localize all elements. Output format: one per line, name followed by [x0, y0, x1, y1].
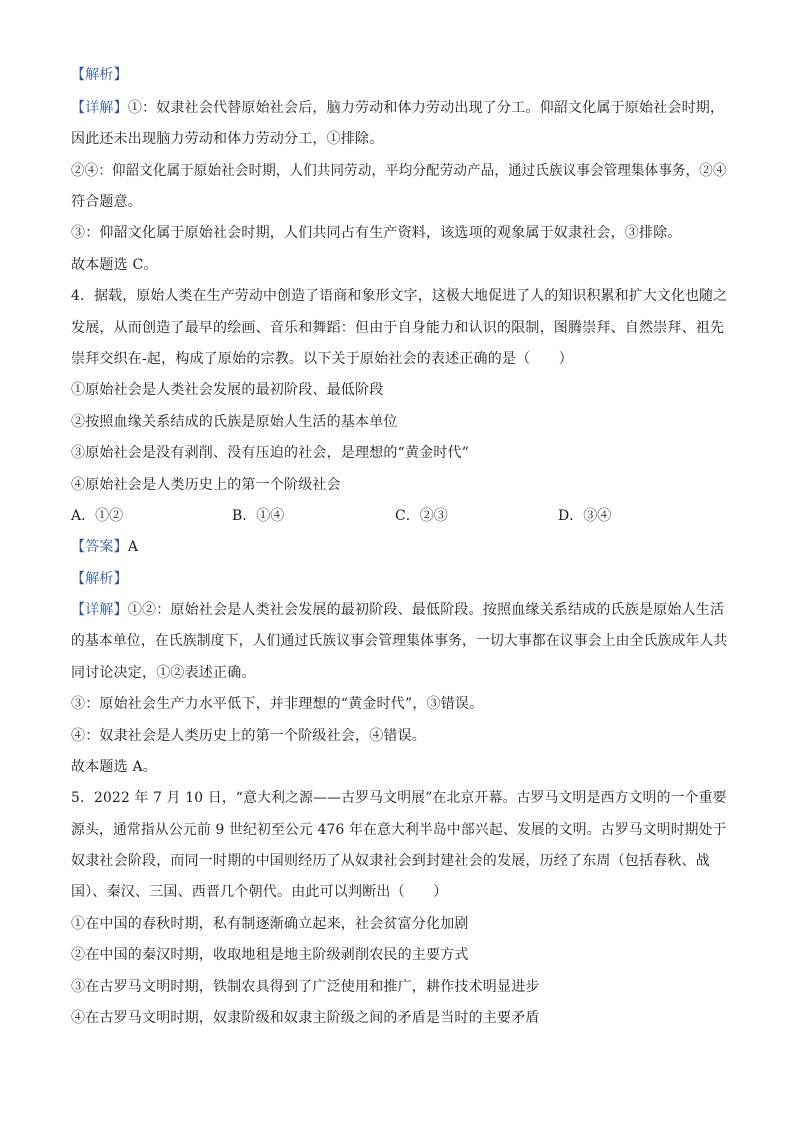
conclusion: 故本题选 A。	[71, 759, 157, 775]
question-stem: 奴隶社会阶段，而同一时期的中国则经历了从奴隶社会到封建社会的发展，历经了东周（包括春秋、战	[71, 853, 710, 869]
conclusion: 故本题选 C。	[71, 257, 158, 273]
statement: ④在古罗马文明时期，奴隶阶级和奴隶主阶级之间的矛盾是当时的主要矛盾	[71, 1010, 540, 1026]
option-a: A．①②	[71, 508, 124, 524]
question-stem: 崇拜交织在-起，构成了原始的宗教。以下关于原始社会的表述正确的是（ ）	[71, 351, 573, 367]
statement: ③原始社会是没有剥削、没有压迫的社会，是理想的“黄金时代”	[71, 445, 470, 461]
question-stem: 5．2022 年 7 月 10 日，“意大利之源——古罗马文明展”在北京开幕。古罗马文明是西方文明的一个重要	[71, 790, 727, 806]
explanation-line: ③：原始社会生产力水平低下，并非理想的“黄金时代”，③错误。	[71, 696, 484, 712]
detail-text: ①②：原始社会是人类社会发展的最初阶段、最低阶段。按照血缘关系结成的氏族是原始人生活	[127, 602, 725, 618]
detail-text: 的基本单位，在氏族制度下，人们通过氏族议事会管理集体事务，一切大事都在议事会上由全氏族成年人共	[71, 633, 728, 649]
analysis-tag: 【解析】	[71, 67, 128, 83]
statement: ①原始社会是人类社会发展的最初阶段、最低阶段	[71, 382, 384, 398]
option-c: C．②③	[395, 508, 448, 524]
question-stem: 国）、秦汉、三国、西晋几个朝代。由此可以判断出（ ）	[71, 884, 448, 900]
option-d: D．③④	[558, 508, 612, 524]
explanation-line: 符合题意。	[71, 194, 142, 210]
detail-text: 因此还未出现脑力劳动和体力劳动分工，①排除。	[71, 131, 384, 147]
explanation-line: ④：奴隶社会是人类历史上的第一个阶级社会，④错误。	[71, 728, 426, 744]
detail-tag: 【详解】	[71, 602, 128, 618]
detail-text: 同讨论决定，①②表述正确。	[71, 665, 256, 681]
analysis-tag: 【解析】	[71, 571, 128, 587]
statement: ①在中国的春秋时期，私有制逐渐确立起来，社会贫富分化加剧	[71, 916, 469, 932]
question-stem: 源头，通常指从公元前 9 世纪初至公元 476 年在意大利半岛中部兴起、发展的文明。古罗马文明时期处于	[71, 822, 727, 838]
answer-line	[71, 537, 138, 557]
option-b: B．①④	[232, 508, 285, 524]
detail-line	[71, 600, 724, 620]
statement: ④原始社会是人类历史上的第一个阶级社会	[71, 477, 341, 493]
question-stem: 4．据载，原始人类在生产劳动中创造了语商和象形文字，这极大地促进了人的知识积累和扩大文化也随之	[71, 288, 728, 304]
answer-tag: 【答案】	[71, 539, 128, 555]
statement: ②按照血缘关系结成的氏族是原始人生活的基本单位	[71, 414, 398, 430]
explanation-line: ③：仰韶文化属于原始社会时期，人们共同占有生产资料，该选项的观象属于奴隶社会，③排除。	[71, 225, 682, 241]
question-stem: 发展，从而创造了最早的绘画、音乐和舞蹈：但由于自身能力和认识的限制，图腾崇拜、自然崇拜、祖先	[71, 320, 725, 336]
detail-line	[71, 98, 724, 118]
statement: ③在古罗马文明时期，铁制农具得到了广泛使用和推广，耕作技术明显进步	[71, 979, 540, 995]
detail-text: ①：奴隶社会代替原始社会后，脑力劳动和体力劳动出现了分工。仰韶文化属于原始社会时期，	[127, 100, 725, 116]
detail-tag: 【详解】	[71, 100, 128, 116]
answer-value: A	[127, 539, 139, 555]
explanation-line: ②④：仰韶文化属于原始社会时期，人们共同劳动，平均分配劳动产品，通过氏族议事会管理集体事务，②④	[71, 163, 727, 179]
statement: ②在中国的秦汉时期，收取地租是地主阶级剥削农民的主要方式	[71, 947, 469, 963]
